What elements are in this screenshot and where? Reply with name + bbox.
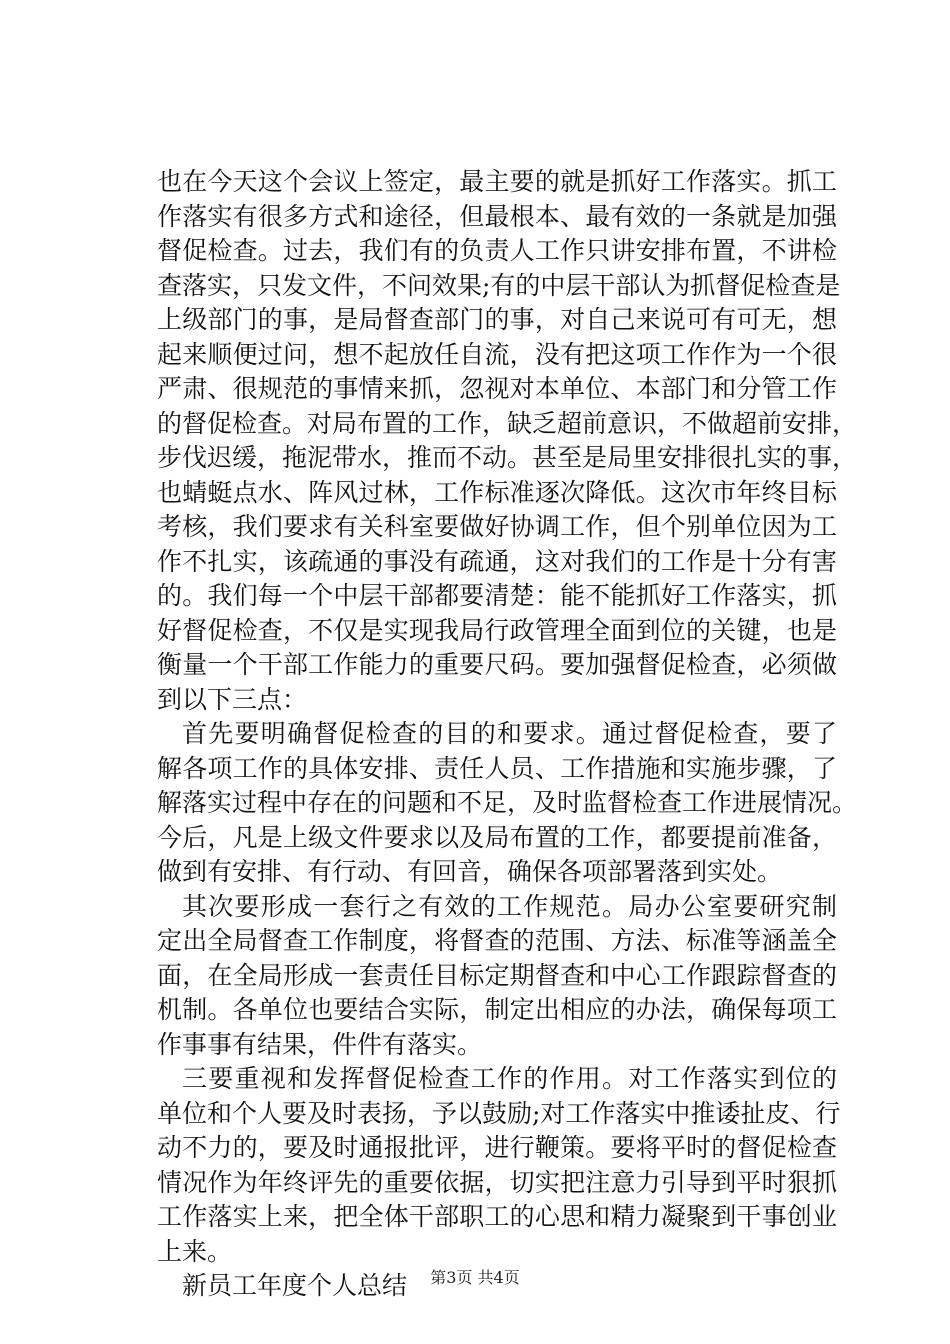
text-line: 工作落实上来，把全体干部职工的心思和精力凝聚到干事创业 xyxy=(157,1202,837,1231)
page-footer: 第3页 共4页 xyxy=(430,1268,520,1287)
section-heading: 新员工年度个人总结 xyxy=(182,1271,408,1300)
text-line: 机制。各单位也要结合实际，制定出相应的办法，确保每项工 xyxy=(157,995,837,1024)
text-line: 作事事有结果，件件有落实。 xyxy=(157,1029,483,1059)
text-line: 的。我们每一个中层干部都要清楚：能不能抓好工作落实，抓 xyxy=(157,581,837,610)
text-line: 衡量一个干部工作能力的重要尺码。要加强督促检查，必须做 xyxy=(157,650,837,679)
text-line: 上级部门的事，是局督查部门的事，对自己来说可有可无，想 xyxy=(157,305,837,334)
text-line: 好督促检查，不仅是实现我局行政管理全面到位的关键，也是 xyxy=(157,615,837,645)
text-line: 起来顺便过问，想不起放任自流，没有把这项工作作为一个很 xyxy=(157,339,837,369)
text-line: 面，在全局形成一套责任目标定期督查和中心工作跟踪督查的 xyxy=(157,960,837,990)
text-line: 也在今天这个会议上签定，最主要的就是抓好工作落实。抓工 xyxy=(157,167,837,196)
text-line: 动不力的，要及时通报批评，进行鞭策。要将平时的督促检查 xyxy=(157,1133,837,1162)
text-line: 作落实有很多方式和途径，但最根本、最有效的一条就是加强 xyxy=(157,201,837,231)
paragraph-first-line: 首先要明确督促检查的目的和要求。通过督促检查，要了 xyxy=(182,719,837,748)
text-line: 单位和个人要及时表扬，予以鼓励;对工作落实中推诿扯皮、行 xyxy=(157,1098,841,1128)
text-line: 督促检查。过去，我们有的负责人工作只讲安排布置，不讲检 xyxy=(157,236,837,265)
text-line: 作不扎实，该疏通的事没有疏通，这对我们的工作是十分有害 xyxy=(157,546,837,576)
text-line: 今后，凡是上级文件要求以及局布置的工作，都要提前准备， xyxy=(157,822,837,852)
paragraph-first-line: 其次要形成一套行之有效的工作规范。局办公室要研究制 xyxy=(182,891,837,921)
text-line: 严肃、很规范的事情来抓，忽视对本单位、本部门和分管工作 xyxy=(157,374,837,403)
text-line: 情况作为年终评先的重要依据，切实把注意力引导到平时狠抓 xyxy=(157,1167,837,1197)
paragraph-first-line: 三要重视和发挥督促检查工作的作用。对工作落实到位的 xyxy=(182,1064,837,1093)
text-line: 做到有安排、有行动、有回音，确保各项部署落到实处。 xyxy=(157,857,783,886)
text-line: 也蜻蜓点水、阵风过林，工作标准逐次降低。这次市年终目标 xyxy=(157,477,837,507)
text-line: 到以下三点： xyxy=(157,684,308,714)
text-line: 步伐迟缓，拖泥带水，推而不动。甚至是局里安排很扎实的事， xyxy=(157,443,858,472)
text-line: 的督促检查。对局布置的工作，缺乏超前意识，不做超前安排， xyxy=(157,408,858,438)
document-body xyxy=(157,165,858,1304)
text-line: 解落实过程中存在的问题和不足，及时监督检查工作进展情况。 xyxy=(157,788,858,817)
text-line: 解各项工作的具体安排、责任人员、工作措施和实施步骤，了 xyxy=(157,753,837,783)
text-line: 考核，我们要求有关科室要做好协调工作，但个别单位因为工 xyxy=(157,512,837,541)
text-line: 上来。 xyxy=(157,1236,233,1266)
text-line: 查落实，只发文件，不问效果;有的中层干部认为抓督促检查是 xyxy=(157,270,841,300)
text-line: 定出全局督查工作制度，将督查的范围、方法、标准等涵盖全 xyxy=(157,926,837,955)
